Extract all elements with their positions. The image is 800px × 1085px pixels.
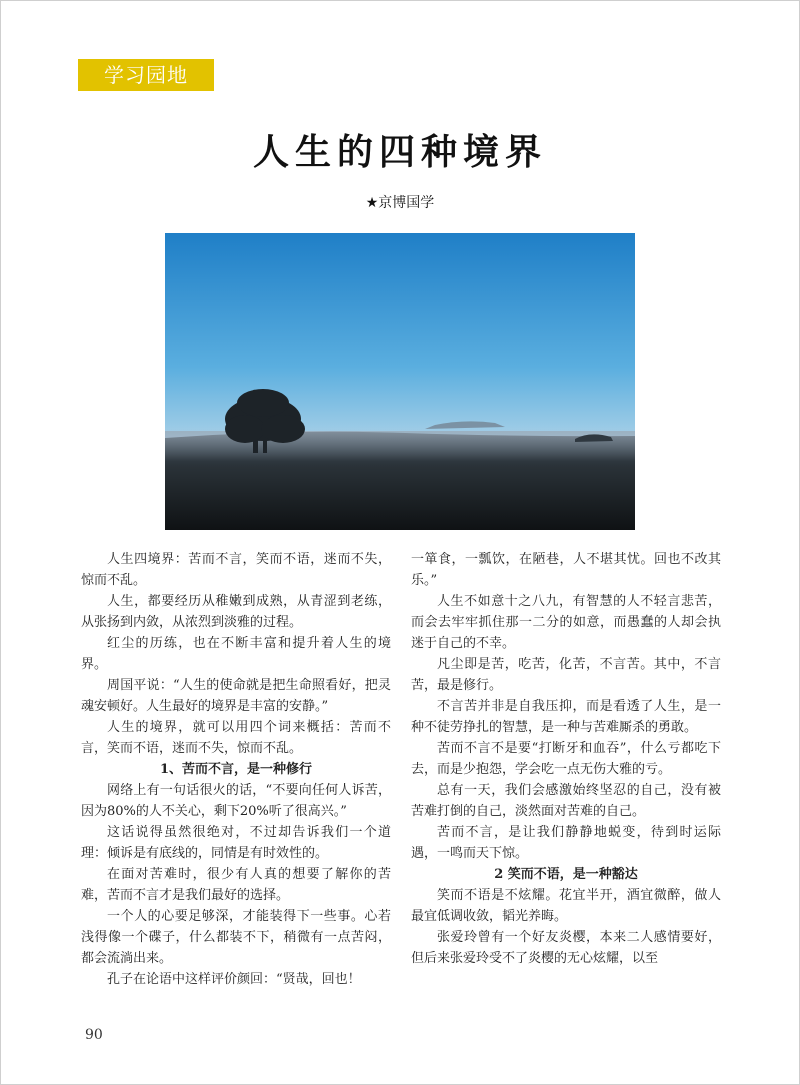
tree-landscape-photo (165, 233, 635, 530)
paragraph: 不言苦并非是自我压抑，而是看透了人生，是一种不徒劳挣扎的智慧，是一种与苦难厮杀的勇敢。 (411, 699, 721, 735)
paragraph: 人生四境界：苦而不言，笑而不语，迷而不失，惊而不乱。 (81, 552, 391, 588)
paragraph: 一箪食，一瓢饮，在陋巷，人不堪其忧。回也不改其乐。” (411, 552, 721, 588)
paragraph: 一个人的心要足够深，才能装得下一些事。心若浅得像一个碟子，什么都装不下，稍微有一点苦闷，都会流淌出来。 (81, 909, 391, 966)
paragraph: 苦而不言，是让我们静静地蜕变，待到时运际遇，一鸣而天下惊。 (411, 825, 721, 861)
article-left-column (81, 549, 391, 990)
article-byline: ★京博国学 (365, 195, 435, 211)
paragraph: 人生不如意十之八九，有智慧的人不轻言悲苦，而会去牢牢抓住那一二分的如意，而愚蠢的人却会执迷于自己的不幸。 (411, 594, 721, 651)
paragraph: 孔子在论语中这样评价颜回：“贤哉，回也！ (107, 972, 361, 987)
paragraph: 人生的境界，就可以用四个词来概括：苦而不言，笑而不语，迷而不失，惊而不乱。 (81, 720, 391, 756)
section-heading: 2 笑而不语，是一种豁达 (494, 867, 638, 882)
page-number: 90 (85, 1027, 103, 1043)
paragraph: 网络上有一句话很火的话，“不要向任何人诉苦，因为80%的人不关心，剩下20%听了很高兴。” (81, 783, 391, 819)
article-right-column (411, 549, 721, 969)
paragraph: 笑而不语是不炫耀。花宜半开，酒宜微醉，做人最宜低调收敛，韬光养晦。 (411, 888, 721, 924)
paragraph: 在面对苦难时，很少有人真的想要了解你的苦难，苦而不言才是我们最好的选择。 (81, 867, 391, 903)
paragraph: 这话说得虽然很绝对，不过却告诉我们一个道理：倾诉是有底线的，同情是有时效性的。 (81, 825, 391, 861)
section-heading: 1、苦而不言，是一种修行 (159, 762, 313, 777)
section-tag: 学习园地 (78, 59, 214, 91)
paragraph: 人生，都要经历从稚嫩到成熟，从青涩到老练，从张扬到内敛，从浓烈到淡雅的过程。 (81, 594, 391, 630)
paragraph: 苦而不言不是要“打断牙和血吞”，什么亏都吃下去，而是少抱怨，学会吃一点无伤大雅的亏。 (411, 741, 721, 777)
paragraph: 红尘的历练，也在不断丰富和提升着人生的境界。 (81, 636, 391, 672)
article-title: 人生的四种境界 (252, 132, 547, 173)
paragraph: 凡尘即是苦，吃苦，化苦，不言苦。其中，不言苦，最是修行。 (411, 657, 721, 693)
paragraph: 周国平说：“人生的使命就是把生命照看好，把灵魂安顿好。人生最好的境界是丰富的安静。” (81, 678, 391, 714)
paragraph: 总有一天，我们会感激始终坚忍的自己，没有被苦难打倒的自己，淡然面对苦难的自己。 (411, 783, 721, 819)
paragraph: 张爱玲曾有一个好友炎樱，本来二人感情要好，但后来张爱玲受不了炎樱的无心炫耀，以至 (411, 930, 721, 966)
